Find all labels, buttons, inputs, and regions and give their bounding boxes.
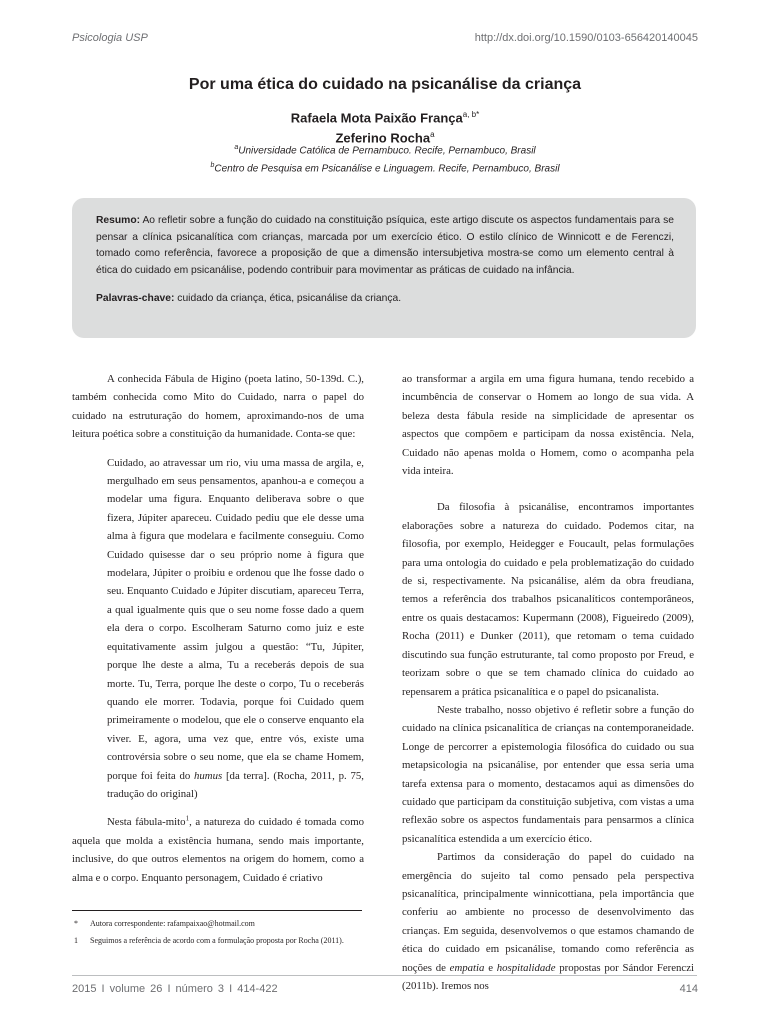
paragraph [72,813,364,887]
affiliation-1 [72,140,698,158]
abstract-box [72,198,696,338]
running-head [72,32,698,48]
folio-divider [72,975,697,976]
affiliation-mark: a [234,144,239,151]
paragraph: Da filosofia à psicanálise, encontramos importantes elaborações sobre a natureza do cuidado. Podemos citar, na filosofia, por exemplo, Heidegger e Foucault, pelas formulações para uma ontologia do cuidado e pela problematização do cuidado de si, respectivamente. Na psicanálise, além da obra freudiana, temos a referência dos trabalhos psicanalíticos contemporâneos, entre os quais destacamos: Kupermann (2008), Figueiredo (2009), Rocha (2011) e Dunker (2011), que retomam o tema cuidado discutindo sua função estruturante, tal como proposto por Freud, e teorizam sobre o que se tem chamado clínica do cuidado ao repensarem a prática psicanalítica e o papel do psicanalista. [402,501,694,698]
italic-term: hospitalidade [496,961,556,974]
paragraph: A conhecida Fábula de Higino (poeta latino, 50-139d. C.), também conhecida como Mito do Cuidado, narra o papel do cuidado na estruturação do homem, aproximando-nos de uma leitura poética sobre a constituição da humanidade. Conta-se que: [72,373,364,441]
footnote-text: Seguimos a referência de acordo com a formulação proposta por Rocha (2011). [90,936,344,945]
article-title: Por uma ética do cuidado na psicanálise da criança [188,76,582,93]
body-column-left [72,370,364,887]
page-number: 414 [679,983,698,995]
affiliation-text: Universidade Católica de Pernambuco. Recife, Pernambuco, Brasil [238,145,536,157]
doi-link[interactable]: http://dx.doi.org/10.1590/0103-656420140045 [474,32,698,44]
author-1 [72,106,698,126]
abstract [96,213,674,280]
footnote-divider [72,910,362,911]
issue-citation: 2015 I volume 26 I número 3 I 414-422 [72,983,278,995]
keywords [96,291,674,308]
abstract-label: Resumo: [96,215,141,226]
quote-text-end: [da terra]. (Rocha, 2011, p. 75, tradução do original) [107,769,364,800]
author-marks: a [430,130,435,140]
paragraph-text: Nesta fábula-mito [107,816,186,829]
block-quote [72,454,364,804]
italic-term: empatia [449,961,485,974]
footnote-text: Autora correspondente: rafampaixao@hotmail.com [90,919,255,928]
paragraph: Neste trabalho, nosso objetivo é refletir sobre a função do cuidado na clínica psicanalítica de crianças na contemporaneidade. Longe de percorrer a epistemologia filosófica do cuidado ou sua metapsicologia na psicanálise, por entender que essa seria uma tarefa extensa para o momento, destacamos aqui as dimensões do cuidado que participam da constituição subjetiva, com vistas a uma reflexão sobre os aspectos fundamentais para pensarmos a clínica psicanalítica estendida a um exercício ético. [402,703,694,845]
page-footer [72,983,698,999]
author-marks: a, b* [462,110,480,119]
quote-text: Cuidado, ao atravessar um rio, viu uma massa de argila, e, mergulhado em seus pensamentos, apanhou-a e começou a modelar uma figura. Enquanto deliberava sobre o que fizera, Júpiter apareceu. Cuidado pediu que ele desse uma alma à figura que modelara e facilmente conseguiu. Como Cuidado quisesse dar o seu próprio nome à figura que modelara, Júpiter o proibiu e ordenou que lhe fosse dado o seu. Enquanto Cuidado e Júpiter discutiam, apareceu Terra, a qual igualmente quis que o seu nome fosse dado a quem ela dera o corpo. Escolheram Saturno como juiz e este equitativamente assim julgou a questão: “Tu, Júpiter, porque lhe deste a alma, Tu a receberás depois de sua morte. Tu, Terra, porque lhe deste o corpo, Tu o receberás quando ele morrer. Todavia, porque foi Cuidado quem primeiramente o modelou, que ele o conserve enquanto ela viver. E, agora, uma vez que, entre vós, existe uma controvérsia sobre o seu nome, que ela se chame Homem, porque foi feita do [107,456,364,782]
affiliation-list [72,140,698,177]
paragraph-text: Partimos da consideração do papel do cuidado na emergência do sujeito tal como pensado pela perspectiva psicanalítica, principalmente winnicottiana, pela importância que conferiu ao ambiente no processo de desenvolvimento das crianças. Em seguida, desenvolvemos o que estamos chamando de ética do cuidado em psicanálise, tomando como referência as noções de [402,851,694,974]
footnote-ref[interactable]: 1 [185,814,190,823]
paragraph [402,848,694,995]
paragraph-text: propostas por Sándor Ferenczi (2011b). Iremos nos [402,961,694,992]
footnote-2 [72,935,364,947]
keywords-text: cuidado da criança, ética, psicanálise da criança. [174,292,402,304]
quote-italic: humus [194,769,223,782]
journal-name: Psicologia USP [72,32,148,44]
paragraph: ao transformar a argila em uma figura humana, tendo recebido a incumbência de conservar o Homem ao longo de sua vida. A beleza desta fábula reside na simplicidade de apresentar os aspectos que compõem e participam da nossa existência. Nela, Cuidado não apenas molda o Homem, como o acompanha pela vida inteira. [402,373,694,478]
footnote-mark: * [74,919,78,928]
author-name: Rafaela Mota Paixão França [290,110,463,126]
footnote-mark: 1 [74,936,78,945]
abstract-text: Ao refletir sobre a função do cuidado na constituição psíquica, este artigo discute os aspectos fundamentais para se pensar a clínica psicanalítica com crianças, marcada por um exercício ético. O estilo clínico de Winnicott e de Ferenczi, tomado como referência, favorece a proposição de que a dimensão intersubjetiva mostra-se como um elemento central à ética do cuidado em psicanálise, podendo contribuir para movimentar as práticas de cuidado na infância. [96,215,674,277]
body-column-right [402,370,694,995]
author-name: Zeferino Rocha [335,130,431,146]
footnote-1 [72,918,364,930]
affiliation-text: Centro de Pesquisa em Psicanálise e Linguagem. Recife, Pernambuco, Brasil [214,163,560,175]
paragraph-text-cont: , a natureza do cuidado é tomada como aquela que molda a existência humana, sendo mais importante, inclusive, do que outros elementos na origem do homem, como a alma e o corpo. Enquanto personagem, Cuidado é criativo [72,816,364,884]
affiliation-mark: b [210,162,215,170]
keywords-label: Palavras-chave: [96,292,175,304]
paragraph-text: e [484,961,497,974]
affiliation-2 [72,158,698,176]
footnotes [72,913,364,947]
